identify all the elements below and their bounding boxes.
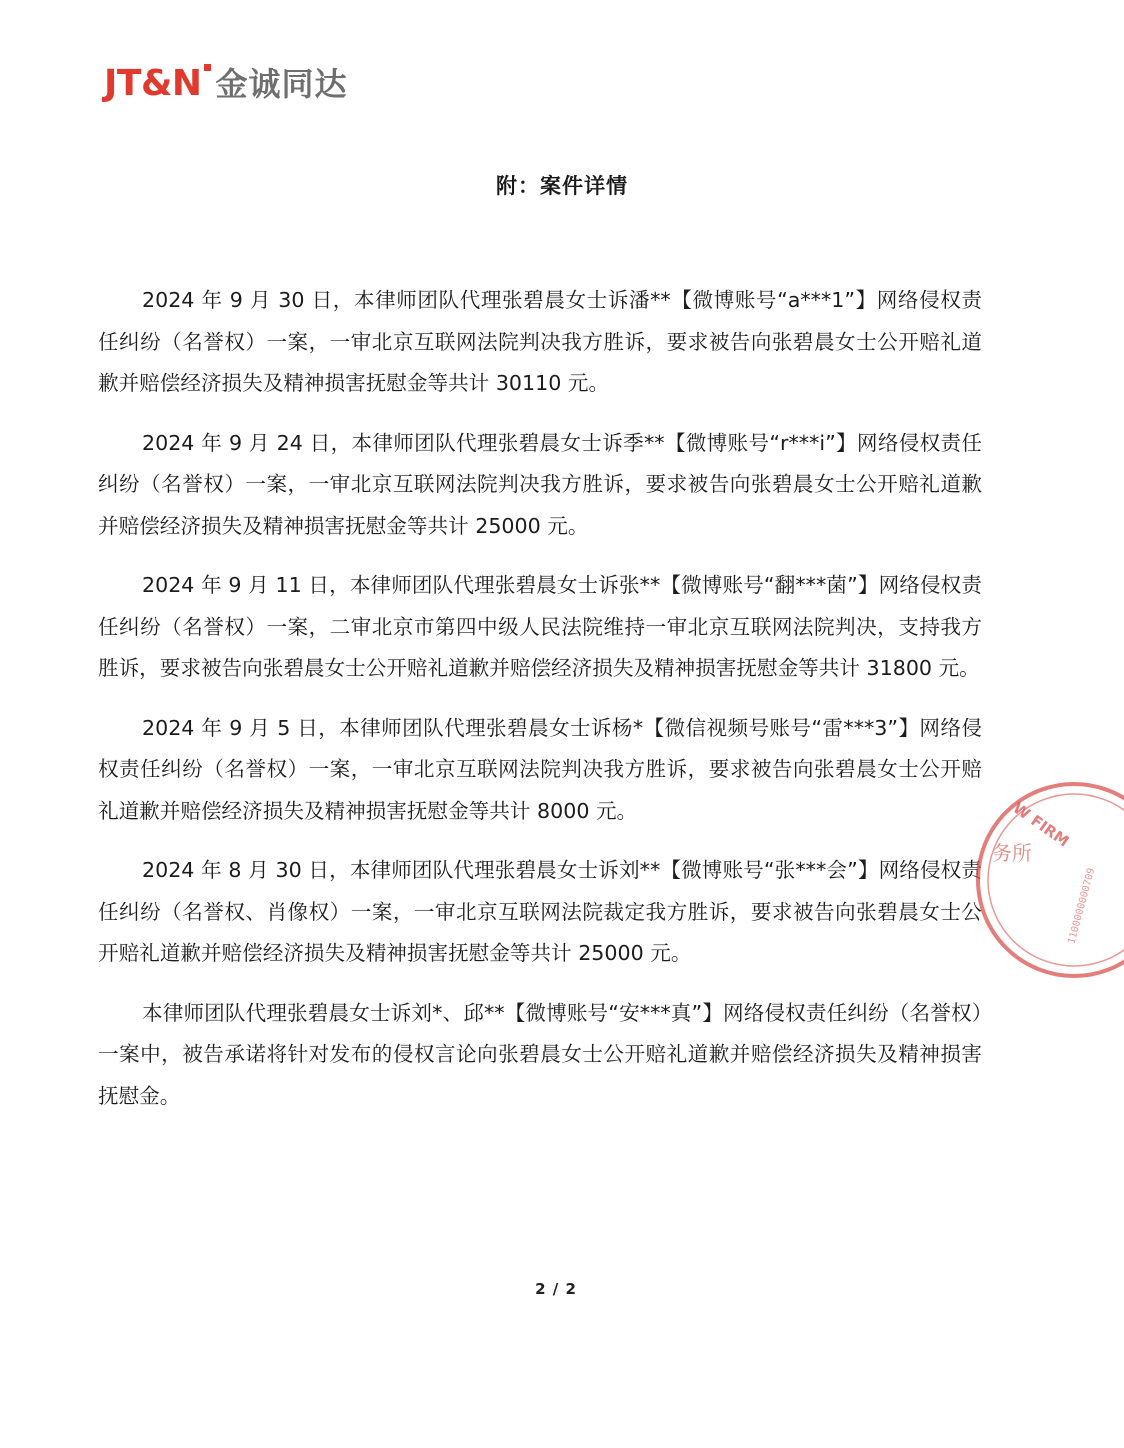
document-title: 附：案件详情 bbox=[496, 174, 628, 198]
firm-logo bbox=[104, 62, 348, 106]
case-paragraph-6: 本律师团队代理张碧晨女士诉刘*、邱**【微博账号“安***真”】网络侵权责任纠纷（名誉权）一案中，被告承诺将针对发布的侵权言论向张碧晨女士公开赔礼道歉并赔偿经济损失及精神损害抚慰金。 bbox=[98, 1000, 982, 1108]
seal-number-text: 1100000000709 bbox=[1066, 866, 1098, 946]
page-number: 2 / 2 bbox=[535, 1280, 577, 1298]
case-paragraph-5: 2024 年 8 月 30 日，本律师团队代理张碧晨女士诉刘**【微博账号“张***会”】网络侵权责任纠纷（名誉权、肖像权）一案，一审北京互联网法院裁定我方胜诉，要求被告向张碧晨女士公开赔礼道歉并赔偿经济损失及精神损害抚慰金等共计 25000 元。 bbox=[98, 858, 982, 965]
logo-latin-text: JT&N bbox=[104, 63, 202, 104]
seal-inner-text: 务所 bbox=[992, 841, 1032, 865]
seal-top-text: W FIRM bbox=[1009, 798, 1073, 851]
case-paragraph-3: 2024 年 9 月 11 日，本律师团队代理张碧晨女士诉张**【微博账号“翻***菌”】网络侵权责任纠纷（名誉权）一案，二审北京市第四中级人民法院维持一审北京互联网法院判决，支持我方胜诉，要求被告向张碧晨女士公开赔礼道歉并赔偿经济损失及精神损害抚慰金等共计 31800 元。 bbox=[98, 573, 982, 680]
case-paragraph-4: 2024 年 9 月 5 日，本律师团队代理张碧晨女士诉杨*【微信视频号账号“雷***3”】网络侵权责任纠纷（名誉权）一案，一审北京互联网法院判决我方胜诉，要求被告向张碧晨女士公开赔礼道歉并赔偿经济损失及精神损害抚慰金等共计 8000 元。 bbox=[98, 715, 982, 823]
document-body bbox=[98, 280, 982, 1135]
logo-chinese-text: 金诚同达 bbox=[215, 65, 348, 103]
official-seal-stamp bbox=[964, 770, 1098, 990]
case-paragraph-2: 2024 年 9 月 24 日，本律师团队代理张碧晨女士诉季**【微博账号“r***i”】网络侵权责任纠纷（名誉权）一案，一审北京互联网法院判决我方胜诉，要求被告向张碧晨女士公开赔礼道歉并赔偿经济损失及精神损害抚慰金等共计 25000 元。 bbox=[98, 430, 982, 538]
case-paragraph-1: 2024 年 9 月 30 日，本律师团队代理张碧晨女士诉潘**【微博账号“a***1”】网络侵权责任纠纷（名誉权）一案，一审北京互联网法院判决我方胜诉，要求被告向张碧晨女士公开赔礼道歉并赔偿经济损失及精神损害抚慰金等共计 30110 元。 bbox=[98, 288, 982, 395]
logo-square-icon bbox=[204, 64, 211, 71]
